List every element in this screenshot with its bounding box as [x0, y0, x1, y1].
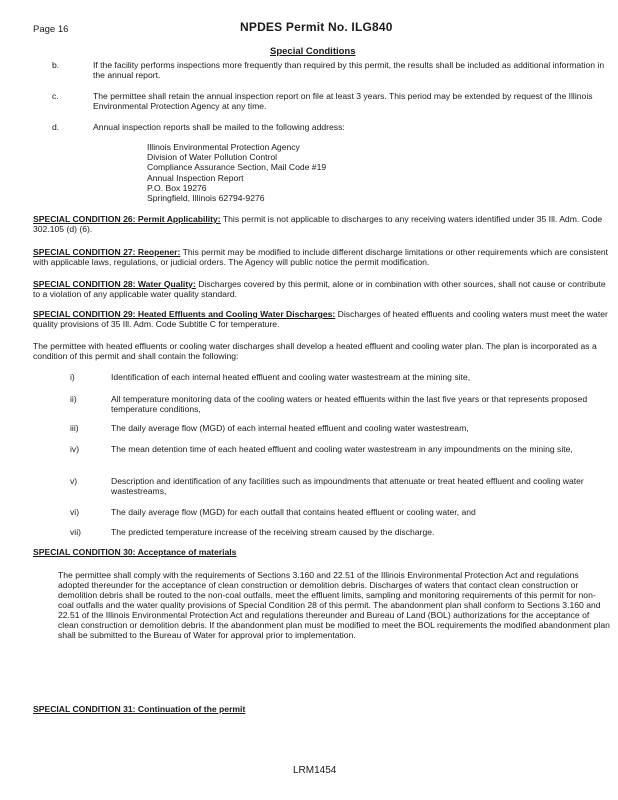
address-line: Annual Inspection Report — [147, 172, 244, 183]
condition-heading: SPECIAL CONDITION 27: Reopener: — [33, 247, 181, 257]
condition-heading: SPECIAL CONDITION 28: Water Quality: — [33, 279, 196, 289]
section-title: Special Conditions — [270, 46, 356, 57]
plan-item-text: The daily average flow (MGD) for each outfall that contains heated effluent or cooling water, and — [111, 507, 476, 517]
plan-item-text: The daily average flow (MGD) of each internal heated effluent and cooling water wastestream, — [111, 423, 469, 433]
plan-item-label: iii) — [70, 423, 79, 433]
special-condition-26 — [33, 214, 611, 234]
plan-item-text: Identification of each internal heated effluent and cooling water wastestream at the mining site, — [111, 372, 471, 382]
plan-item-label: i) — [70, 372, 75, 382]
plan-item-text: All temperature monitoring data of the cooling waters or heated effluents within the last five years or that represents proposed temperature conditions, — [111, 394, 588, 414]
plan-item-label: vii) — [70, 527, 81, 537]
condition-text: This permit is not applicable to discharges to any receiving waters identified under 35 Ill. Adm. Code 302.105 (d) (6). — [33, 214, 603, 234]
condition-text: This permit may be modified to include different discharge limitations or other requirements which are consistent with applicable laws, regulations, or judicial orders. The Agency will public notice the permit modification. — [33, 247, 609, 267]
item-label-d: d. — [52, 122, 60, 132]
plan-item-label: vi) — [70, 507, 80, 517]
special-condition-30-text: The permittee shall comply with the requirements of Sections 3.160 and 22.51 of the Illinois Environmental Protection Act and regulations adopted thereunder for the acceptance of clean construction or demolition debris. Discharges of waters that contact clean construction or demolition debris shall be routed to the non-coal outfalls, meet the effluent limits, sampling and monitoring requirements of this permit for non-coal outfalls and the water quality provisions of Special Condition 28 of this permit. The abandonment plan shall conform to Sections 3.160 and 22.51 of the Illinois Environmental Protection Act and regulations thereunder and Bureau of Land (BOL) authorizations for the acceptance of clean construction or demolition debris. If the abandonment plan must be modified to meet the BOL requirements the modified abandonment plan shall be submitted to the Bureau of Water for approval prior to implementation. — [58, 570, 610, 640]
item-label-b: b. — [52, 60, 60, 70]
address-block — [147, 142, 326, 203]
plan-intro: The permittee with heated effluents or cooling water discharges shall develop a heated effluent and cooling water plan. The plan is incorporated as a condition of this permit and shall contain the following: — [33, 341, 597, 361]
page-number: Page 16 — [33, 24, 69, 35]
address-line: P.O. Box 19276 — [147, 182, 207, 193]
special-condition-29 — [33, 309, 611, 329]
special-condition-31-heading: SPECIAL CONDITION 31: Continuation of the permit — [33, 704, 246, 714]
plan-item-label: v) — [70, 476, 78, 486]
plan-item-text: The mean detention time of each heated effluent and cooling water wastestream in any impoundments on the mining site, — [111, 444, 573, 454]
address-line: Compliance Assurance Section, Mail Code #19 — [147, 162, 327, 173]
item-text-c: The permittee shall retain the annual inspection report on file at least 3 years. This period may be extended by request of the Illinois Environmental Protection Agency at any time. — [93, 91, 593, 111]
address-line: Illinois Environmental Protection Agency — [147, 142, 300, 152]
plan-item-text: The predicted temperature increase of the receiving stream caused by the discharge. — [111, 527, 435, 537]
plan-item-text: Description and identification of any facilities such as impoundments that attenuate or treat heated effluent and cooling water wastestreams, — [111, 476, 584, 496]
permit-title: NPDES Permit No. ILG840 — [240, 20, 393, 34]
special-condition-30-heading: SPECIAL CONDITION 30: Acceptance of materials — [33, 547, 237, 557]
condition-text: Discharges covered by this permit, alone or in combination with other sources, shall not cause or contribute to a violation of any applicable water quality standard. — [33, 279, 606, 299]
address-line: Springfield, Illinois 62794-9276 — [147, 193, 265, 204]
item-text-b: If the facility performs inspections more frequently than required by this permit, the results shall be included as additional information in the annual report. — [93, 60, 605, 80]
condition-text: Discharges of heated effluents and cooling waters must meet the water quality provisions of 35 Ill. Adm. Code Subtitle C for temperature. — [33, 309, 608, 329]
footer-code: LRM1454 — [293, 765, 337, 776]
condition-heading: SPECIAL CONDITION 29: Heated Effluents and Cooling Water Discharges: — [33, 309, 336, 319]
special-condition-27 — [33, 247, 611, 267]
address-line: Division of Water Pollution Control — [147, 152, 278, 163]
plan-item-label: ii) — [70, 394, 77, 404]
special-condition-28 — [33, 279, 611, 299]
condition-heading: SPECIAL CONDITION 26: Permit Applicability: — [33, 214, 221, 224]
plan-item-label: iv) — [70, 444, 80, 454]
item-text-d: Annual inspection reports shall be mailed to the following address: — [93, 122, 345, 132]
item-label-c: c. — [52, 91, 59, 101]
